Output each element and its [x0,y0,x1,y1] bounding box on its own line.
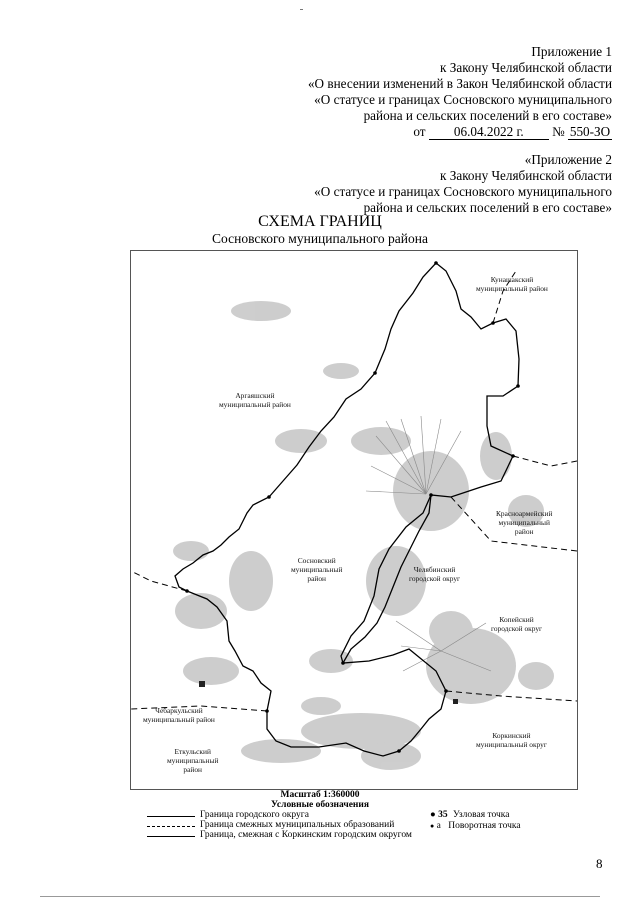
label-kunashak [476,275,548,293]
law-number: 550-ЗО [569,124,611,139]
label-argayash [219,391,291,409]
label-line: городской округ [409,574,461,583]
label-line: район [183,765,203,774]
legend-thin-line [147,836,195,837]
bottom-rule [40,896,600,897]
turn-point-icon: ● [430,822,435,830]
label-line: Челябинский [413,565,456,574]
node-point-label: Узловая точка [453,810,510,820]
label-line: Еткульский [174,747,211,756]
legend-item-city-boundary: Граница городского округа [200,810,309,820]
appendix-2-header [314,152,612,216]
appendix-1-line: «О статусе и границах Сосновского муниципального [314,92,612,107]
number-sign: № [552,124,565,139]
appendix-2-line: района и сельских поселений в его составе» [363,200,612,215]
label-line: Аргаяшский [235,391,275,400]
label-line: городской округ [491,624,543,633]
label-line: Чебаркульский [155,706,203,715]
label-chebarkul [143,706,215,724]
label-krasnoarmeysky [496,509,552,536]
page-title: СХЕМА ГРАНИЦ [258,213,382,230]
page-subtitle: Сосновского муниципального района [212,231,428,246]
law-date-line [308,124,612,140]
appendix-1-line: к Закону Челябинской области [440,60,612,75]
appendix-2-line: «Приложение 2 [524,152,612,167]
appendix-2-line: «О статусе и границах Сосновского муниципального [314,184,612,199]
node-point-sample: 35 [438,810,448,820]
appendix-1-line: «О внесении изменений в Закон Челябинской области [307,76,612,91]
turn-point-label: Поворотная точка [448,821,521,831]
legend-solid-line [147,816,195,817]
label-line: район [307,574,327,583]
label-sosnovsky [291,556,342,583]
label-line: Кунашакский [490,275,534,284]
label-line: муниципальный [498,518,550,527]
label-line: муниципальный район [219,400,291,409]
appendix-1-header [308,44,612,140]
label-kopeysk [491,615,542,633]
boundary-map [130,250,578,790]
legend-turn-point [430,821,521,832]
map-scale: Масштаб 1:360000 [280,790,360,800]
neighbor-boundaries [131,271,577,711]
date-prefix: от [413,124,426,139]
legend-dashed-line [147,826,195,827]
legend-title: Условные обозначения [270,800,370,810]
legend-item-korkino-boundary: Граница, смежная с Коркинским городским округом [200,830,412,840]
label-line: Копейский [499,615,534,624]
turn-point-sample: а [436,821,441,831]
node-point-icon: ● [430,810,436,820]
appendix-1-line: района и сельских поселений в его составе» [363,108,612,123]
law-date: 06.04.2022 г. [429,125,549,140]
label-line: муниципальный [167,756,219,765]
label-line: муниципальный округ [476,740,547,749]
appendix-2-line: к Закону Челябинской области [440,168,612,183]
label-line: муниципальный [291,565,343,574]
label-chelyabinsk [409,565,460,583]
label-etkul [167,747,218,774]
scan-mark [300,9,303,10]
label-line: Красноармейский [496,509,553,518]
label-line: муниципальный район [476,284,548,293]
label-line: муниципальный район [143,715,215,724]
page-number: 8 [596,856,603,871]
label-korkino [476,731,547,749]
label-line: Коркинский [492,731,531,740]
legend-item-neighbor-boundary: Граница смежных муниципальных образований [200,820,395,830]
label-line: район [514,527,534,536]
label-line: Сосновский [297,556,336,565]
legend-node-point [430,810,509,821]
appendix-1-line: Приложение 1 [531,44,612,59]
